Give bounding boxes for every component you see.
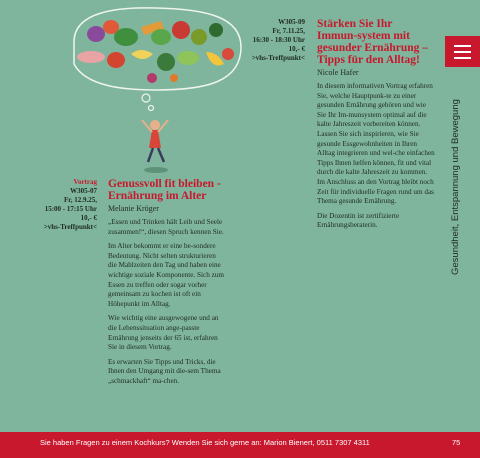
- event1-location: >vhs-Treffpunkt<: [251, 54, 305, 62]
- event2-price: 10,- €: [80, 214, 97, 222]
- event1-time: 16:30 - 18:30 Uhr: [252, 36, 305, 44]
- footer-contact-text: Sie haben Fragen zu einem Kochkurs? Wenden Sie sich gerne an: Marion Bienert, 0511 7307 4311: [40, 438, 370, 447]
- event2-time: 15:00 - 17:15 Uhr: [44, 205, 97, 213]
- event2-location: >vhs-Treffpunkt<: [43, 223, 97, 231]
- event2-author: Melanie Kröger: [108, 204, 159, 213]
- event2-meta: [30, 178, 97, 232]
- event1-description: [317, 18, 435, 236]
- event2-format: Vortrag: [73, 178, 97, 186]
- page-number: 75: [452, 438, 461, 447]
- event1-paragraph: In diesem informativen Vortrag erfahren Sie, welche Hauptpunk-te zu einer gesunden Ernährung gehören und wie Sie Ihr Im-munsystem optimal auf die kalte Jahreszeit vorbereiten können. Lassen Sie sich inspirieren, wie Sie gesunde Essgewohnheiten in Ihren Alltag integrieren und wel-che einfachen Tipps Ihnen helfen können, fit und vital durch die kalte Jahreszeit zu kommen. Im Anschluss an den Vortrag bleibt noch Zeit für individuelle Fragen rund um das Thema gesunde Ernährung.: [317, 82, 435, 206]
- event1-date: Fr, 7.11.25,: [272, 27, 305, 35]
- event1-paragraph: Die Dozentin ist zertifizierte Ernährungsberaterin.: [317, 211, 400, 230]
- event2-date: Fr, 12.9.25,: [64, 196, 97, 204]
- event2-paragraph: Es erwarten Sie Tipps und Tricks, die Ihnen den Umgang mit die-sem Thema „schmackhaft“ ma-chen.: [108, 357, 221, 385]
- footer-bar: [0, 432, 480, 458]
- food-thought-bubble-illustration: [56, 2, 256, 177]
- event2-description: [108, 178, 226, 392]
- event1-author: Nicole Hafer: [317, 68, 359, 77]
- event1-meta: [230, 18, 305, 63]
- event2-code: W305-07: [70, 187, 97, 195]
- event1-price: 10,- €: [288, 45, 305, 53]
- event1-title: Stärken Sie Ihr Immun-system mit gesunder Ernährung – Tipps für den Alltag!: [317, 18, 428, 66]
- event1-code: W305-09: [278, 18, 305, 26]
- event2-paragraph: „Essen und Trinken hält Leib und Seele zusammen!“, diesen Spruch kennen Sie.: [108, 218, 224, 236]
- event2-paragraph: Wie wichtig eine ausgewogene und an die Lebenssituation ange-passte Ernährung jenseits der 65 ist, erfahren Sie in diesem Vortrag.: [108, 314, 219, 352]
- event2-title: Genussvoll fit bleiben - Ernährung im Alter: [108, 178, 221, 202]
- section-label: Gesundheit, Entspannung und Bewegung: [450, 99, 461, 275]
- event2-paragraph: Im Alter bekommt er eine be-sondere Bedeutung. Nicht selten strukturieren die Mahlzeiten den Tag und haben eine wichtige soziale Komponente. Sich zum Essen zu treffen oder sogar vorher gemeinsam zu kochen ist oft ein Höhepunkt im Alltag.: [108, 242, 224, 308]
